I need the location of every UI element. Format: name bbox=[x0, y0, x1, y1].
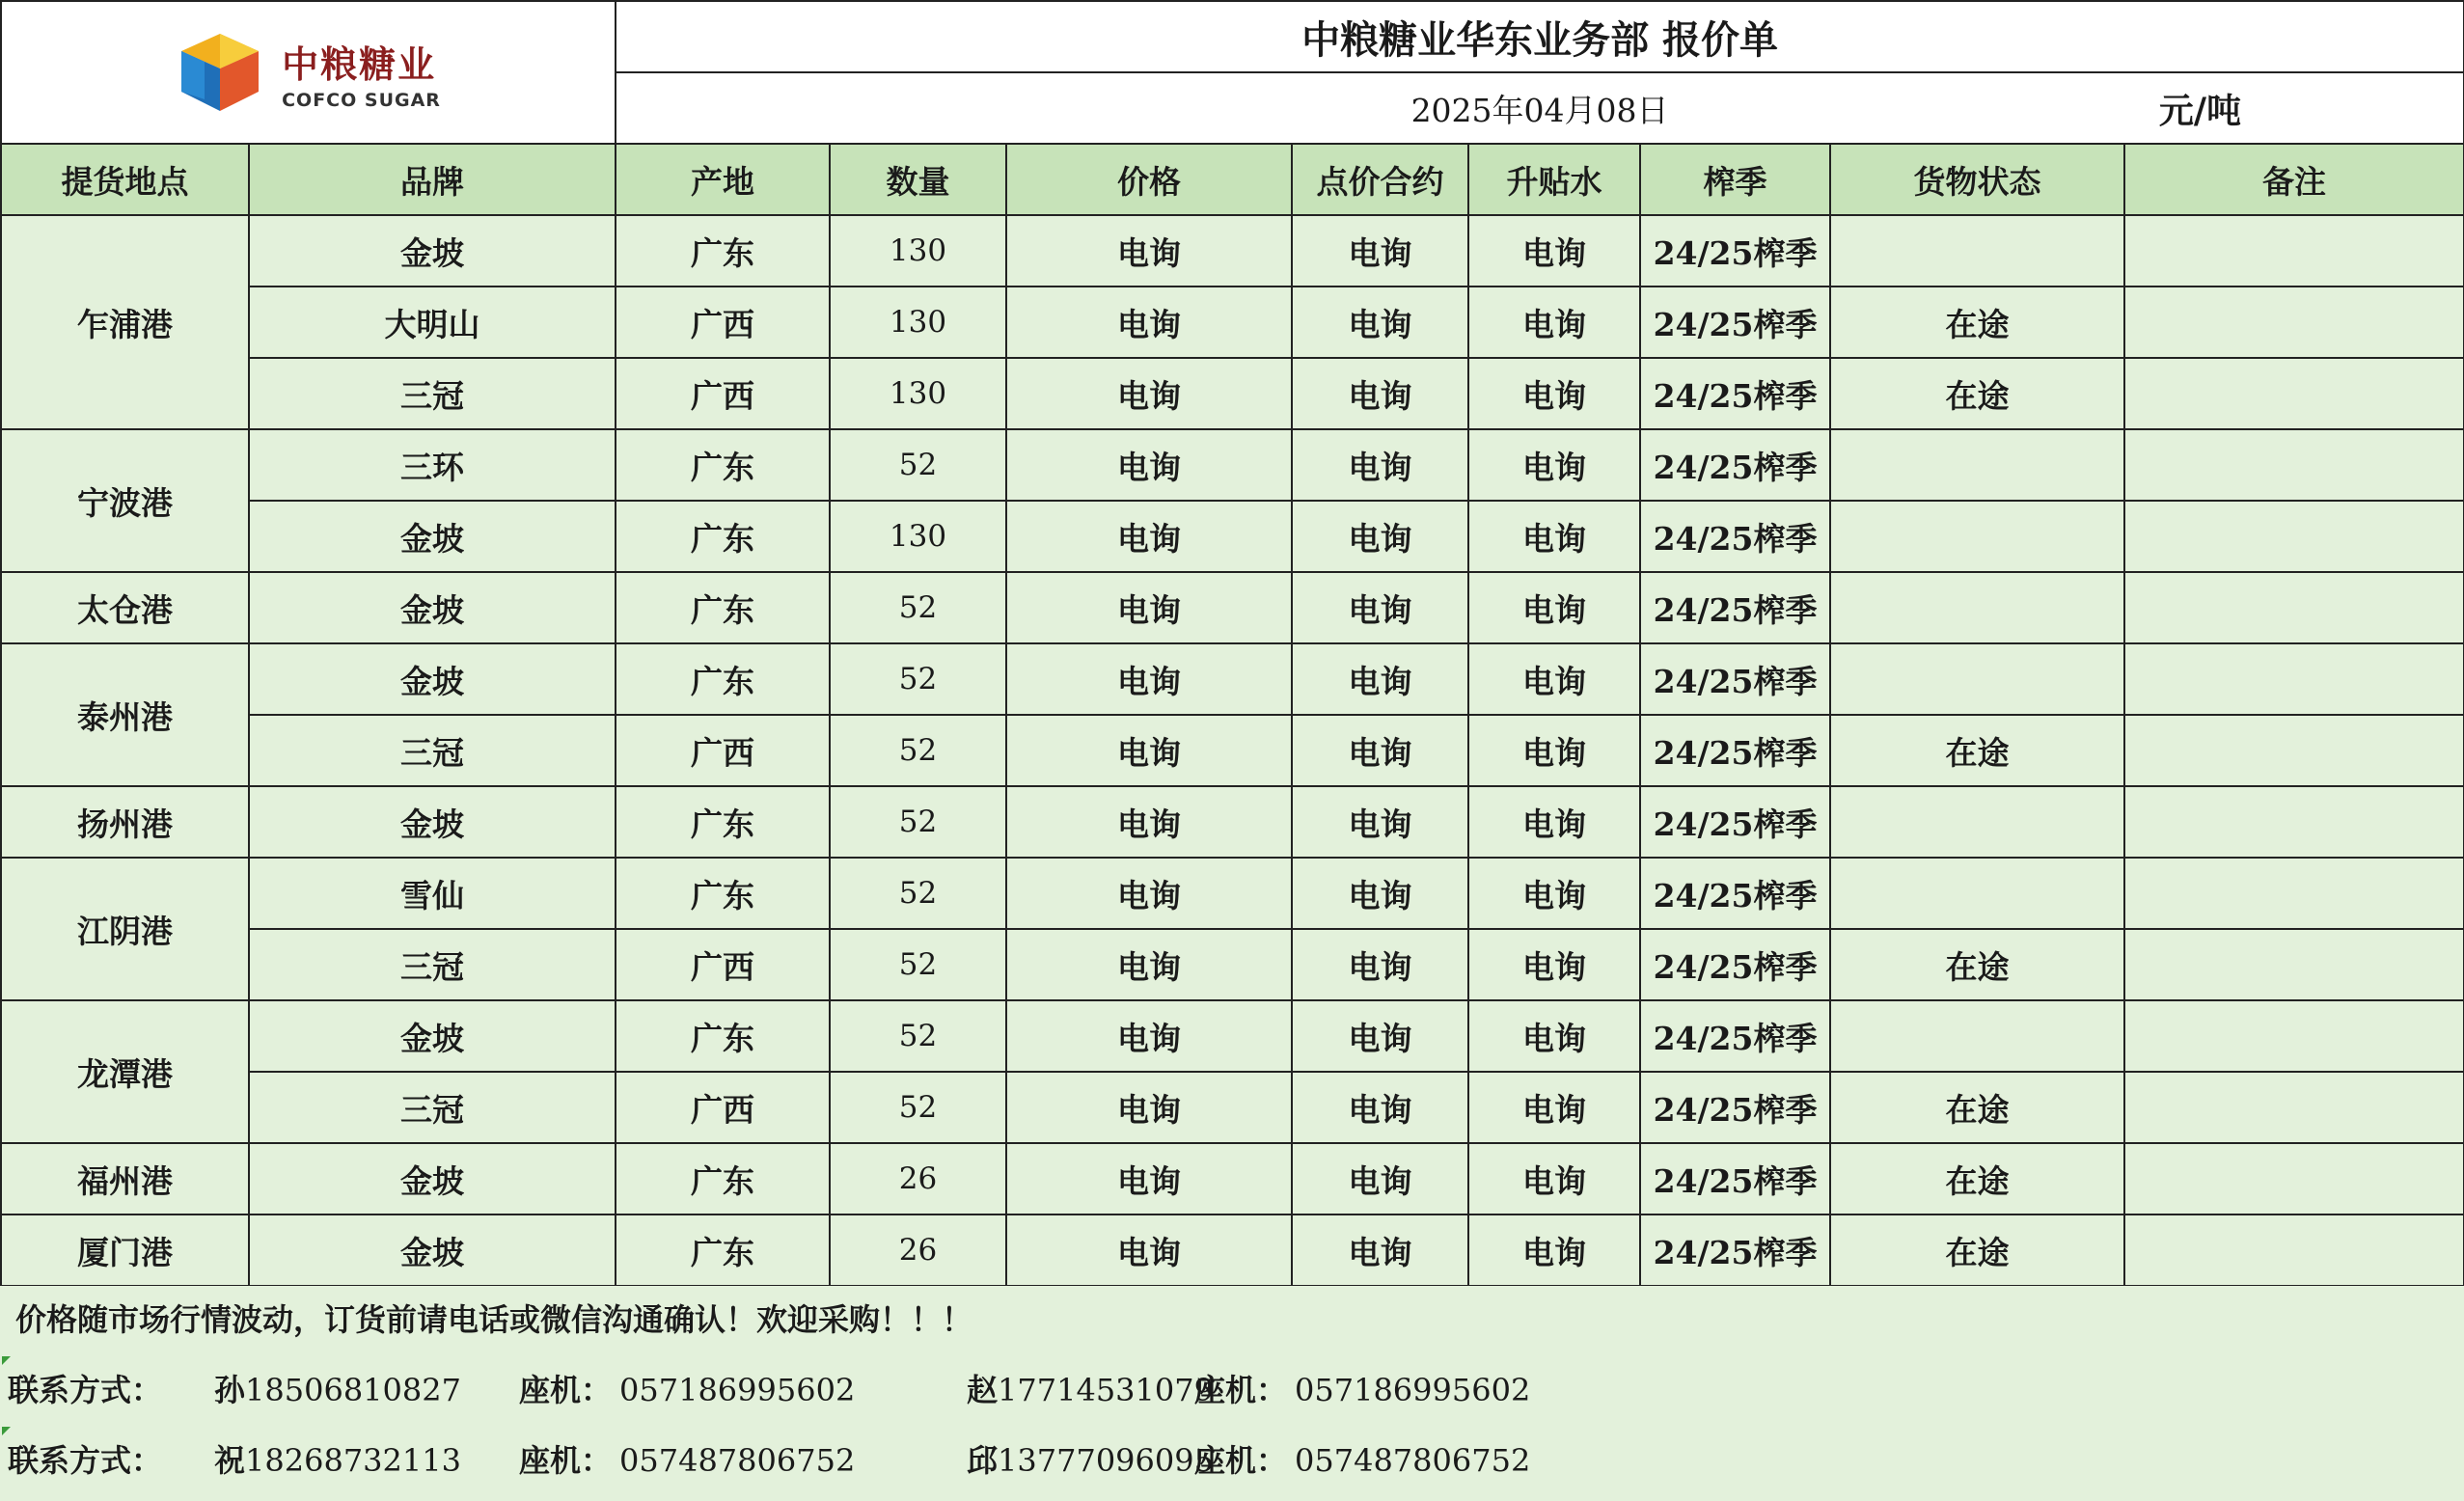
basis-cell: 电询 bbox=[1468, 215, 1640, 287]
brand-cell: 金坡 bbox=[249, 501, 616, 572]
brand-cell: 大明山 bbox=[249, 287, 616, 358]
note-cell bbox=[2124, 287, 2464, 358]
basis-cell: 电询 bbox=[1468, 1143, 1640, 1214]
date-unit-cell bbox=[616, 72, 2464, 144]
price-cell: 电询 bbox=[1006, 715, 1292, 786]
price-notice: 价格随市场行情波动，订货前请电话或微信沟通确认！欢迎采购！！！ bbox=[15, 1301, 973, 1338]
note-cell bbox=[2124, 1072, 2464, 1143]
table-row bbox=[1, 1000, 2464, 1072]
basis-cell: 电询 bbox=[1468, 715, 1640, 786]
price-cell: 电询 bbox=[1006, 1143, 1292, 1214]
header-basis: 升贴水 bbox=[1468, 144, 1640, 215]
quantity-cell: 130 bbox=[830, 287, 1006, 358]
price-cell: 电询 bbox=[1006, 358, 1292, 429]
quantity-cell: 52 bbox=[830, 929, 1006, 1000]
status-cell bbox=[1830, 429, 2124, 501]
note-cell bbox=[2124, 429, 2464, 501]
table-row bbox=[1, 929, 2464, 1000]
basis-cell: 电询 bbox=[1468, 287, 1640, 358]
origin-cell: 广西 bbox=[616, 1072, 830, 1143]
price-cell: 电询 bbox=[1006, 501, 1292, 572]
quantity-cell: 130 bbox=[830, 501, 1006, 572]
header-contract: 点价合约 bbox=[1292, 144, 1468, 215]
brand-cell: 金坡 bbox=[249, 1214, 616, 1286]
table-row bbox=[1, 858, 2464, 929]
landline-number: 057186995602 bbox=[619, 1372, 856, 1408]
price-cell: 电询 bbox=[1006, 643, 1292, 715]
logo-english-text: COFCO SUGAR bbox=[282, 89, 441, 111]
origin-cell: 广西 bbox=[616, 358, 830, 429]
logo-cell bbox=[1, 1, 616, 144]
price-unit: 元/吨 bbox=[2158, 90, 2242, 131]
brand-cell: 三环 bbox=[249, 429, 616, 501]
note-cell bbox=[2124, 358, 2464, 429]
origin-cell: 广东 bbox=[616, 572, 830, 643]
status-cell: 在途 bbox=[1830, 1143, 2124, 1214]
price-cell: 电询 bbox=[1006, 1214, 1292, 1286]
header-status: 货物状态 bbox=[1830, 144, 2124, 215]
contract-cell: 电询 bbox=[1292, 287, 1468, 358]
status-cell bbox=[1830, 786, 2124, 858]
season-cell: 24/25榨季 bbox=[1640, 429, 1830, 501]
origin-cell: 广东 bbox=[616, 643, 830, 715]
brand-cell: 三冠 bbox=[249, 358, 616, 429]
header-row bbox=[1, 144, 2464, 215]
contract-cell: 电询 bbox=[1292, 215, 1468, 287]
brand-cell: 金坡 bbox=[249, 1143, 616, 1214]
status-cell bbox=[1830, 858, 2124, 929]
origin-cell: 广东 bbox=[616, 858, 830, 929]
origin-cell: 广西 bbox=[616, 715, 830, 786]
brand-cell: 三冠 bbox=[249, 1072, 616, 1143]
location-cell: 太仓港 bbox=[1, 572, 249, 643]
status-cell bbox=[1830, 1000, 2124, 1072]
season-cell: 24/25榨季 bbox=[1640, 929, 1830, 1000]
location-cell: 厦门港 bbox=[1, 1214, 249, 1286]
season-cell: 24/25榨季 bbox=[1640, 215, 1830, 287]
note-cell bbox=[2124, 1143, 2464, 1214]
note-cell bbox=[2124, 786, 2464, 858]
status-cell: 在途 bbox=[1830, 715, 2124, 786]
header-season: 榨季 bbox=[1640, 144, 1830, 215]
season-cell: 24/25榨季 bbox=[1640, 572, 1830, 643]
contact-line-2 bbox=[0, 1427, 2464, 1494]
contract-cell: 电询 bbox=[1292, 858, 1468, 929]
table-row bbox=[1, 572, 2464, 643]
brand-cell: 三冠 bbox=[249, 715, 616, 786]
basis-cell: 电询 bbox=[1468, 1214, 1640, 1286]
note-cell bbox=[2124, 858, 2464, 929]
quantity-cell: 52 bbox=[830, 1000, 1006, 1072]
note-cell bbox=[2124, 572, 2464, 643]
table-row bbox=[1, 1072, 2464, 1143]
basis-cell: 电询 bbox=[1468, 929, 1640, 1000]
quantity-cell: 52 bbox=[830, 858, 1006, 929]
note-cell bbox=[2124, 643, 2464, 715]
contract-cell: 电询 bbox=[1292, 572, 1468, 643]
header-quantity: 数量 bbox=[830, 144, 1006, 215]
table-row bbox=[1, 1143, 2464, 1214]
basis-cell: 电询 bbox=[1468, 786, 1640, 858]
origin-cell: 广东 bbox=[616, 1214, 830, 1286]
location-cell: 福州港 bbox=[1, 1143, 249, 1214]
contact-person: 邱13777096095 bbox=[967, 1442, 1214, 1479]
contact-person: 孙18506810827 bbox=[214, 1372, 461, 1408]
footer-notice-line bbox=[0, 1286, 2464, 1353]
status-cell: 在途 bbox=[1830, 1214, 2124, 1286]
table-row bbox=[1, 501, 2464, 572]
logo-chinese-text: 中粮糖业 bbox=[282, 42, 437, 86]
origin-cell: 广西 bbox=[616, 287, 830, 358]
origin-cell: 广东 bbox=[616, 1143, 830, 1214]
origin-cell: 广东 bbox=[616, 501, 830, 572]
contract-cell: 电询 bbox=[1292, 715, 1468, 786]
status-cell bbox=[1830, 572, 2124, 643]
season-cell: 24/25榨季 bbox=[1640, 643, 1830, 715]
contract-cell: 电询 bbox=[1292, 501, 1468, 572]
price-cell: 电询 bbox=[1006, 572, 1292, 643]
landline-number: 057487806752 bbox=[1295, 1442, 1531, 1479]
table-row bbox=[1, 429, 2464, 501]
quantity-cell: 130 bbox=[830, 358, 1006, 429]
quote-date: 2025年04月08日 bbox=[1410, 91, 1669, 129]
header-origin: 产地 bbox=[616, 144, 830, 215]
contract-cell: 电询 bbox=[1292, 1000, 1468, 1072]
season-cell: 24/25榨季 bbox=[1640, 715, 1830, 786]
quantity-cell: 52 bbox=[830, 429, 1006, 501]
price-cell: 电询 bbox=[1006, 429, 1292, 501]
location-cell: 乍浦港 bbox=[1, 215, 249, 429]
quantity-cell: 52 bbox=[830, 572, 1006, 643]
contract-cell: 电询 bbox=[1292, 1143, 1468, 1214]
basis-cell: 电询 bbox=[1468, 429, 1640, 501]
table-row bbox=[1, 1214, 2464, 1286]
location-cell: 龙潭港 bbox=[1, 1000, 249, 1143]
price-cell: 电询 bbox=[1006, 287, 1292, 358]
quantity-cell: 26 bbox=[830, 1143, 1006, 1214]
price-cell: 电询 bbox=[1006, 215, 1292, 287]
contract-cell: 电询 bbox=[1292, 1214, 1468, 1286]
basis-cell: 电询 bbox=[1468, 572, 1640, 643]
basis-cell: 电询 bbox=[1468, 643, 1640, 715]
footer bbox=[0, 1286, 2464, 1501]
season-cell: 24/25榨季 bbox=[1640, 1072, 1830, 1143]
price-cell: 电询 bbox=[1006, 1000, 1292, 1072]
landline-label: 座机： bbox=[1194, 1442, 1288, 1479]
season-cell: 24/25榨季 bbox=[1640, 1214, 1830, 1286]
landline-number: 057186995602 bbox=[1295, 1372, 1531, 1408]
season-cell: 24/25榨季 bbox=[1640, 358, 1830, 429]
basis-cell: 电询 bbox=[1468, 1072, 1640, 1143]
note-cell bbox=[2124, 1000, 2464, 1072]
origin-cell: 广东 bbox=[616, 215, 830, 287]
contact-label: 联系方式： bbox=[8, 1372, 163, 1408]
basis-cell: 电询 bbox=[1468, 1000, 1640, 1072]
status-cell bbox=[1830, 215, 2124, 287]
origin-cell: 广西 bbox=[616, 929, 830, 1000]
note-cell bbox=[2124, 929, 2464, 1000]
season-cell: 24/25榨季 bbox=[1640, 287, 1830, 358]
landline-label: 座机： bbox=[519, 1372, 613, 1408]
status-cell: 在途 bbox=[1830, 287, 2124, 358]
basis-cell: 电询 bbox=[1468, 358, 1640, 429]
contract-cell: 电询 bbox=[1292, 1072, 1468, 1143]
origin-cell: 广东 bbox=[616, 1000, 830, 1072]
brand-cell: 金坡 bbox=[249, 572, 616, 643]
season-cell: 24/25榨季 bbox=[1640, 501, 1830, 572]
contract-cell: 电询 bbox=[1292, 358, 1468, 429]
contract-cell: 电询 bbox=[1292, 429, 1468, 501]
table-row bbox=[1, 215, 2464, 287]
quantity-cell: 52 bbox=[830, 1072, 1006, 1143]
location-cell: 扬州港 bbox=[1, 786, 249, 858]
season-cell: 24/25榨季 bbox=[1640, 1143, 1830, 1214]
status-cell bbox=[1830, 501, 2124, 572]
cofco-logo bbox=[2, 2, 615, 143]
brand-cell: 金坡 bbox=[249, 786, 616, 858]
quantity-cell: 26 bbox=[830, 1214, 1006, 1286]
basis-cell: 电询 bbox=[1468, 501, 1640, 572]
status-cell bbox=[1830, 643, 2124, 715]
quantity-cell: 52 bbox=[830, 643, 1006, 715]
contact-line-1 bbox=[0, 1356, 2464, 1424]
landline-label: 座机： bbox=[519, 1442, 613, 1479]
landline-label: 座机： bbox=[1194, 1372, 1288, 1408]
table-row bbox=[1, 643, 2464, 715]
season-cell: 24/25榨季 bbox=[1640, 1000, 1830, 1072]
header-brand: 品牌 bbox=[249, 144, 616, 215]
brand-cell: 金坡 bbox=[249, 1000, 616, 1072]
location-cell: 宁波港 bbox=[1, 429, 249, 572]
price-cell: 电询 bbox=[1006, 1072, 1292, 1143]
season-cell: 24/25榨季 bbox=[1640, 858, 1830, 929]
table-row bbox=[1, 358, 2464, 429]
contract-cell: 电询 bbox=[1292, 929, 1468, 1000]
brand-cell: 三冠 bbox=[249, 929, 616, 1000]
brand-cell: 金坡 bbox=[249, 643, 616, 715]
location-cell: 泰州港 bbox=[1, 643, 249, 786]
header-price: 价格 bbox=[1006, 144, 1292, 215]
cofco-cube-icon bbox=[176, 30, 264, 115]
brand-cell: 金坡 bbox=[249, 215, 616, 287]
origin-cell: 广东 bbox=[616, 429, 830, 501]
contact-label: 联系方式： bbox=[8, 1442, 163, 1479]
note-cell bbox=[2124, 501, 2464, 572]
sheet-title: 中粮糖业华东业务部 报价单 bbox=[616, 1, 2464, 72]
brand-cell: 雪仙 bbox=[249, 858, 616, 929]
price-cell: 电询 bbox=[1006, 858, 1292, 929]
contact-person: 祝18268732113 bbox=[214, 1442, 461, 1479]
table-row bbox=[1, 786, 2464, 858]
table-row bbox=[1, 715, 2464, 786]
contract-cell: 电询 bbox=[1292, 643, 1468, 715]
contract-cell: 电询 bbox=[1292, 786, 1468, 858]
table-row bbox=[1, 287, 2464, 358]
status-cell: 在途 bbox=[1830, 358, 2124, 429]
quantity-cell: 130 bbox=[830, 215, 1006, 287]
quantity-cell: 52 bbox=[830, 786, 1006, 858]
price-cell: 电询 bbox=[1006, 786, 1292, 858]
note-cell bbox=[2124, 215, 2464, 287]
origin-cell: 广东 bbox=[616, 786, 830, 858]
header-note: 备注 bbox=[2124, 144, 2464, 215]
contact-person: 赵17714531079 bbox=[967, 1372, 1214, 1408]
header-location: 提货地点 bbox=[1, 144, 249, 215]
landline-number: 057487806752 bbox=[619, 1442, 856, 1479]
basis-cell: 电询 bbox=[1468, 858, 1640, 929]
quantity-cell: 52 bbox=[830, 715, 1006, 786]
season-cell: 24/25榨季 bbox=[1640, 786, 1830, 858]
note-cell bbox=[2124, 1214, 2464, 1286]
note-cell bbox=[2124, 715, 2464, 786]
location-cell: 江阴港 bbox=[1, 858, 249, 1000]
status-cell: 在途 bbox=[1830, 929, 2124, 1000]
price-cell: 电询 bbox=[1006, 929, 1292, 1000]
status-cell: 在途 bbox=[1830, 1072, 2124, 1143]
